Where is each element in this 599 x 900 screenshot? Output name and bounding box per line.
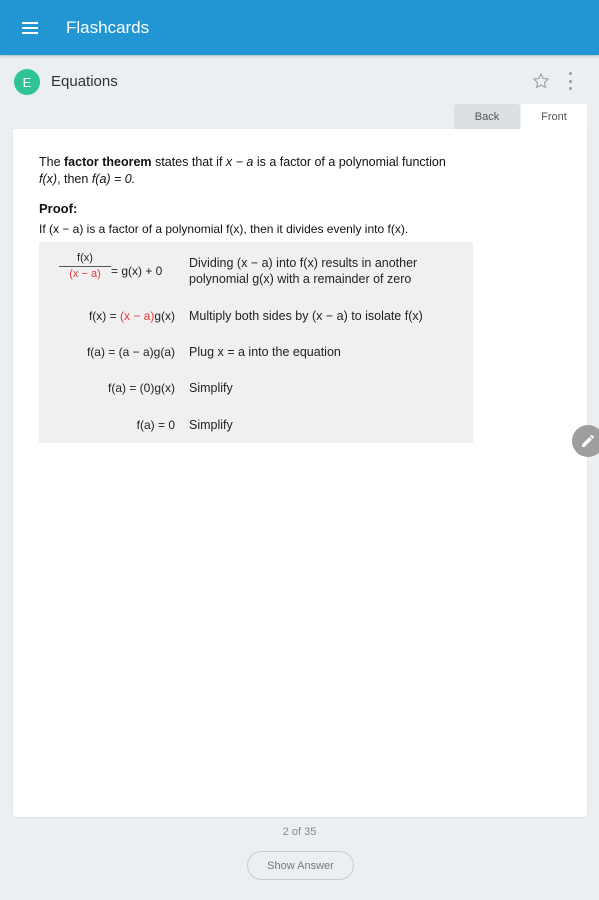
step-3-equation: f(a) = (a − a)g(a): [86, 345, 175, 359]
step-1-description: [189, 255, 469, 287]
step-1-desc-line-1: Dividing (x − a) into f(x) results in another: [189, 256, 418, 270]
step-1-equation: = g(x) + 0: [111, 264, 163, 278]
intro-factor: x − a: [225, 155, 254, 169]
step-3-description: Plug x = a into the equation: [189, 345, 341, 359]
proof-title: Proof:: [39, 201, 78, 216]
proof-steps: [39, 242, 473, 443]
intro-term: factor theorem: [64, 155, 152, 169]
step-5-description: Simplify: [189, 418, 233, 432]
step-1-desc-line-2: polynomial g(x) with a remainder of zero: [189, 272, 412, 286]
intro-fx: f(x): [39, 172, 58, 186]
intro-prefix: The: [39, 155, 65, 169]
tab-back[interactable]: Back: [454, 104, 520, 129]
fraction-denominator: (x − a): [69, 268, 101, 280]
step-4-equation: f(a) = (0)g(x): [107, 381, 175, 395]
step-2-eq-left: f(x) =: [88, 309, 120, 323]
app-bar: [0, 0, 599, 55]
show-answer-button[interactable]: Show Answer: [247, 851, 354, 880]
intro-mid: states that if: [151, 155, 226, 169]
step-2-eq-right: g(x): [154, 309, 175, 323]
app-title: Flashcards: [66, 17, 150, 37]
deck-name: Equations: [51, 73, 118, 90]
page-counter: 2 of 35: [282, 826, 317, 838]
hamburger-menu-icon[interactable]: [0, 0, 60, 55]
step-4-description: Simplify: [189, 381, 233, 395]
proof-statement: If (x − a) is a factor of a polynomial f(x), then it divides evenly into f(x).: [39, 222, 409, 236]
step-5-equation: f(a) = 0: [136, 418, 175, 432]
step-2-description: Multiply both sides by (x − a) to isolate f(x): [189, 309, 423, 323]
star-outline-icon[interactable]: [531, 71, 551, 91]
intro-after: is a factor of a polynomial function: [253, 155, 446, 169]
intro-fa: f(a) = 0.: [91, 172, 136, 186]
step-2-eq-factor: (x − a): [119, 309, 155, 323]
more-vert-icon[interactable]: [566, 72, 574, 90]
tab-front[interactable]: Front: [521, 104, 587, 129]
flashcard: [13, 129, 587, 817]
step-1-fraction: [59, 252, 111, 280]
deck-header: [0, 55, 599, 107]
step-2-equation: [39, 309, 175, 323]
card-intro: [39, 154, 469, 188]
deck-avatar: E: [14, 69, 40, 95]
edit-pencil-icon[interactable]: [572, 425, 599, 457]
intro-then: , then: [57, 172, 92, 186]
fraction-numerator: f(x): [59, 252, 111, 267]
